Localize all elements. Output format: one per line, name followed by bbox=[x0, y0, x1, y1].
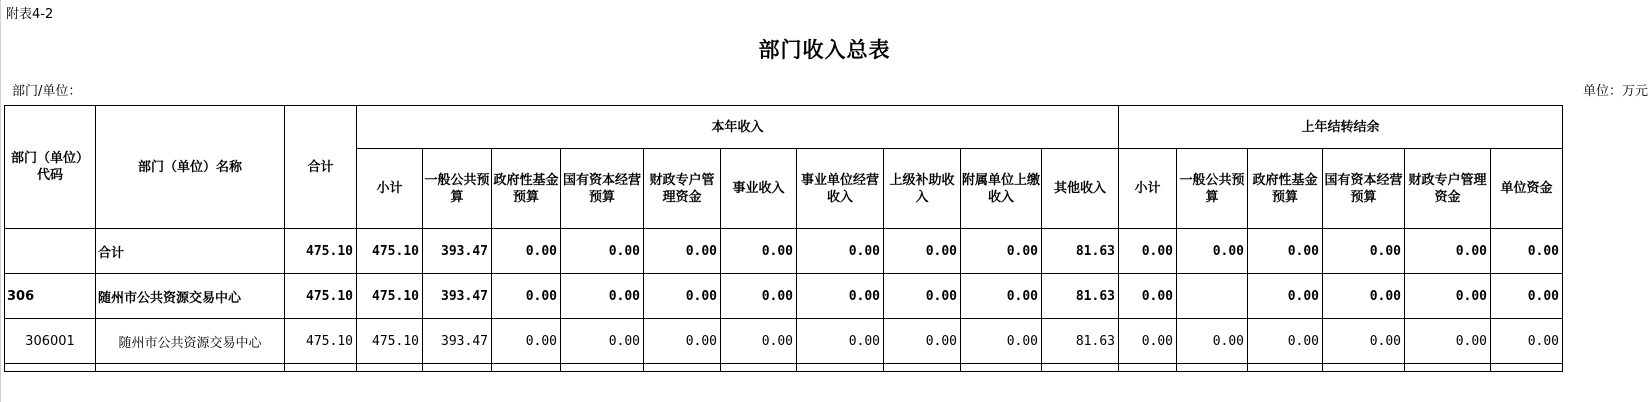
header-code: 部门（单位）代码 bbox=[5, 106, 96, 229]
table-row bbox=[5, 274, 1563, 319]
cell-carry-2: 0.00 bbox=[1248, 229, 1323, 274]
cell-current-9: 81.63 bbox=[1042, 274, 1119, 319]
cell-current-3: 0.00 bbox=[561, 274, 644, 319]
empty-cell bbox=[797, 364, 884, 372]
unit-label: 单位：万元 bbox=[1582, 84, 1648, 99]
cell-current-0: 475.10 bbox=[357, 274, 423, 319]
cell-current-7: 0.00 bbox=[884, 274, 961, 319]
empty-cell bbox=[96, 364, 285, 372]
empty-cell bbox=[561, 364, 644, 372]
cell-code: 306001 bbox=[5, 319, 96, 364]
cell-carry-1: 0.00 bbox=[1177, 229, 1248, 274]
empty-cell bbox=[961, 364, 1042, 372]
carry-header-2 bbox=[1248, 149, 1323, 229]
current-header-4 bbox=[644, 149, 721, 229]
cell-current-1: 393.47 bbox=[423, 319, 492, 364]
carry-header-4 bbox=[1405, 149, 1491, 229]
carry-header-text-1: 一般公共预算 bbox=[1179, 172, 1245, 205]
cell-current-8: 0.00 bbox=[961, 274, 1042, 319]
income-summary-table bbox=[4, 105, 1563, 372]
cell-total: 475.10 bbox=[285, 319, 357, 364]
cell-name: 合计 bbox=[96, 229, 285, 274]
cell-total: 475.10 bbox=[285, 229, 357, 274]
cell-name: 随州市公共资源交易中心 bbox=[96, 319, 285, 364]
cell-current-1: 393.47 bbox=[423, 229, 492, 274]
attachment-number: 附表4-2 bbox=[6, 7, 54, 22]
cell-code: 306 bbox=[5, 274, 96, 319]
cell-current-9: 81.63 bbox=[1042, 319, 1119, 364]
empty-cell bbox=[644, 364, 721, 372]
empty-row bbox=[5, 364, 1563, 372]
carry-header-0: 小计 bbox=[1119, 149, 1177, 229]
empty-cell bbox=[884, 364, 961, 372]
empty-cell bbox=[1119, 364, 1177, 372]
cell-current-8: 0.00 bbox=[961, 229, 1042, 274]
cell-current-6: 0.00 bbox=[797, 274, 884, 319]
header-current-year-group: 本年收入 bbox=[357, 106, 1119, 149]
carry-header-1 bbox=[1177, 149, 1248, 229]
cell-current-4: 0.00 bbox=[644, 229, 721, 274]
table-row bbox=[5, 229, 1563, 274]
current-header-3 bbox=[561, 149, 644, 229]
cell-current-4: 0.00 bbox=[644, 274, 721, 319]
current-header-text-3: 国有资本经营预算 bbox=[562, 172, 641, 205]
cell-carry-3: 0.00 bbox=[1323, 229, 1405, 274]
current-header-2 bbox=[492, 149, 561, 229]
empty-cell bbox=[1177, 364, 1248, 372]
cell-current-3: 0.00 bbox=[561, 319, 644, 364]
cell-current-7: 0.00 bbox=[884, 319, 961, 364]
cell-code bbox=[5, 229, 96, 274]
cell-current-9: 81.63 bbox=[1042, 229, 1119, 274]
cell-current-2: 0.00 bbox=[492, 319, 561, 364]
cell-carry-0: 0.00 bbox=[1119, 229, 1177, 274]
cell-name: 随州市公共资源交易中心 bbox=[96, 274, 285, 319]
cell-carry-4: 0.00 bbox=[1405, 229, 1491, 274]
empty-cell bbox=[5, 364, 96, 372]
cell-carry-0: 0.00 bbox=[1119, 319, 1177, 364]
empty-cell bbox=[1042, 364, 1119, 372]
current-header-1 bbox=[423, 149, 492, 229]
empty-cell bbox=[357, 364, 423, 372]
current-header-7 bbox=[884, 149, 961, 229]
header-carryover-group: 上年结转结余 bbox=[1119, 106, 1563, 149]
empty-cell bbox=[1248, 364, 1323, 372]
page-title: 部门收入总表 bbox=[758, 38, 891, 62]
carry-header-3 bbox=[1323, 149, 1405, 229]
cell-carry-0: 0.00 bbox=[1119, 274, 1177, 319]
cell-carry-1 bbox=[1177, 274, 1248, 319]
empty-cell bbox=[721, 364, 797, 372]
carry-header-text-4: 财政专户管理资金 bbox=[1408, 172, 1487, 205]
current-header-8 bbox=[961, 149, 1042, 229]
current-header-text-6: 事业单位经营收入 bbox=[800, 172, 879, 205]
cell-total: 475.10 bbox=[285, 274, 357, 319]
cell-carry-1: 0.00 bbox=[1177, 319, 1248, 364]
cell-carry-3: 0.00 bbox=[1323, 319, 1405, 364]
empty-cell bbox=[423, 364, 492, 372]
empty-cell bbox=[285, 364, 357, 372]
cell-carry-4: 0.00 bbox=[1405, 319, 1491, 364]
cell-current-5: 0.00 bbox=[721, 229, 797, 274]
current-header-text-7: 上级补助收入 bbox=[889, 172, 955, 205]
header-total: 合计 bbox=[285, 106, 357, 229]
current-header-0: 小计 bbox=[357, 149, 423, 229]
table-row bbox=[5, 319, 1563, 364]
cell-current-6: 0.00 bbox=[797, 319, 884, 364]
empty-cell bbox=[1405, 364, 1491, 372]
current-header-text-2: 政府性基金预算 bbox=[493, 172, 559, 205]
cell-current-2: 0.00 bbox=[492, 274, 561, 319]
empty-cell bbox=[1491, 364, 1563, 372]
cell-current-2: 0.00 bbox=[492, 229, 561, 274]
cell-current-0: 475.10 bbox=[357, 229, 423, 274]
empty-cell bbox=[492, 364, 561, 372]
empty-cell bbox=[1323, 364, 1405, 372]
cell-current-7: 0.00 bbox=[884, 229, 961, 274]
cell-current-3: 0.00 bbox=[561, 229, 644, 274]
cell-current-6: 0.00 bbox=[797, 229, 884, 274]
current-header-5: 事业收入 bbox=[721, 149, 797, 229]
cell-current-5: 0.00 bbox=[721, 319, 797, 364]
cell-carry-2: 0.00 bbox=[1248, 274, 1323, 319]
cell-current-1: 393.47 bbox=[423, 274, 492, 319]
carry-header-5: 单位资金 bbox=[1491, 149, 1563, 229]
cell-current-5: 0.00 bbox=[721, 274, 797, 319]
current-header-text-4: 财政专户管理资金 bbox=[649, 172, 715, 205]
cell-carry-4: 0.00 bbox=[1405, 274, 1491, 319]
carry-header-text-3: 国有资本经营预算 bbox=[1324, 172, 1403, 205]
cell-carry-5: 0.00 bbox=[1491, 274, 1563, 319]
department-label: 部门/单位： bbox=[12, 84, 82, 99]
cell-carry-3: 0.00 bbox=[1323, 274, 1405, 319]
cell-carry-2: 0.00 bbox=[1248, 319, 1323, 364]
current-header-6 bbox=[797, 149, 884, 229]
current-header-text-1: 一般公共预算 bbox=[424, 172, 490, 205]
header-name: 部门（单位）名称 bbox=[96, 106, 285, 229]
current-header-9: 其他收入 bbox=[1042, 149, 1119, 229]
current-header-text-8: 附属单位上缴收入 bbox=[961, 172, 1040, 205]
cell-current-0: 475.10 bbox=[357, 319, 423, 364]
cell-current-8: 0.00 bbox=[961, 319, 1042, 364]
cell-current-4: 0.00 bbox=[644, 319, 721, 364]
cell-carry-5: 0.00 bbox=[1491, 319, 1563, 364]
carry-header-text-2: 政府性基金预算 bbox=[1252, 172, 1318, 205]
cell-carry-5: 0.00 bbox=[1491, 229, 1563, 274]
